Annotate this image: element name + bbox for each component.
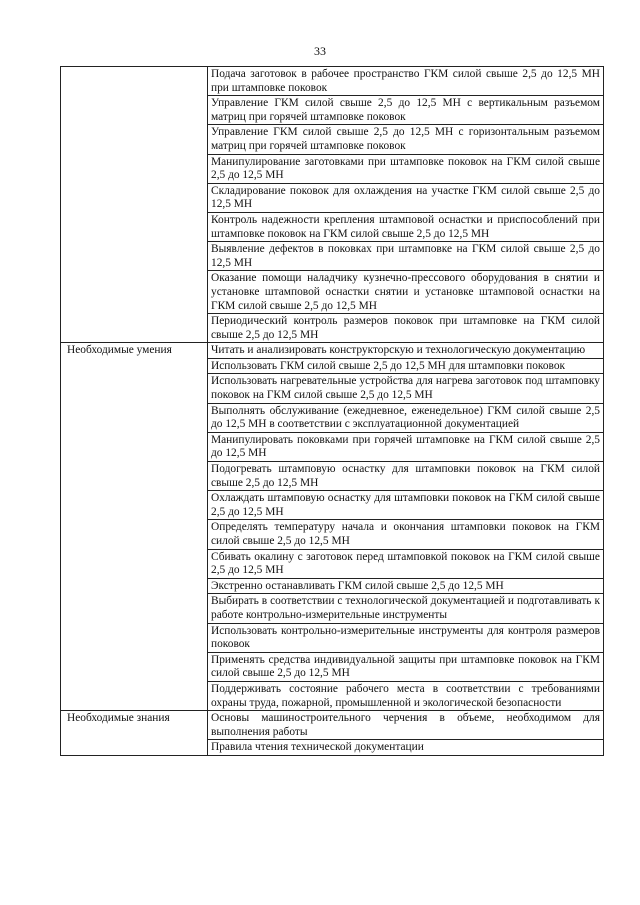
labor-action-item: Выявление дефектов в поковках при штамповке на ГКМ силой свыше 2,5 до 12,5 МН	[208, 242, 604, 271]
skill-item: Выбирать в соответствии с технологической документацией и подготавливать к работе контрольно-измерительные инструменты	[208, 594, 604, 623]
skills-label: Необходимые умения	[61, 343, 208, 711]
knowledge-label: Необходимые знания	[61, 711, 208, 756]
skill-item: Использовать ГКМ силой свыше 2,5 до 12,5 МН для штамповки поковок	[208, 358, 604, 374]
skill-item: Поддерживать состояние рабочего места в соответствии с требованиями охраны труда, пожарной, промышленной и экологической безопасности	[208, 681, 604, 710]
labor-action-item: Управление ГКМ силой свыше 2,5 до 12,5 МН с вертикальным разъемом матриц при горячей штамповке поковок	[208, 96, 604, 125]
labor-actions-label-cell	[61, 67, 208, 343]
skill-item: Определять температуру начала и окончания штамповки поковок на ГКМ силой свыше 2,5 до 12,5 МН	[208, 520, 604, 549]
table-row	[61, 343, 604, 359]
labor-action-item: Контроль надежности крепления штамповой оснастки и приспособлений при штамповке поковок на ГКМ силой свыше 2,5 до 12,5 МН	[208, 212, 604, 241]
labor-action-item: Управление ГКМ силой свыше 2,5 до 12,5 МН с горизонтальным разъемом матриц при горячей штамповке поковок	[208, 125, 604, 154]
requirements-table	[60, 66, 604, 756]
labor-action-item: Складирование поковок для охлаждения на участке ГКМ силой свыше 2,5 до 12,5 МН	[208, 183, 604, 212]
page-number: 33	[314, 44, 326, 58]
skill-item: Использовать нагревательные устройства для нагрева заготовок под штамповку поковок на ГКМ силой свыше 2,5 до 12,5 МН	[208, 374, 604, 403]
skill-item: Применять средства индивидуальной защиты при штамповке поковок на ГКМ силой свыше 2,5 до 12,5 МН	[208, 652, 604, 681]
skill-item: Использовать контрольно-измерительные инструменты для контроля размеров поковок	[208, 623, 604, 652]
skill-item: Экстренно останавливать ГКМ силой свыше 2,5 до 12,5 МН	[208, 578, 604, 594]
table-row	[61, 711, 604, 740]
skill-item: Сбивать окалину с заготовок перед штамповкой поковок на ГКМ силой свыше 2,5 до 12,5 МН	[208, 549, 604, 578]
knowledge-item: Основы машиностроительного черчения в объеме, необходимом для выполнения работы	[208, 711, 604, 740]
table-row	[61, 67, 604, 96]
labor-action-item: Периодический контроль размеров поковок при штамповке на ГКМ силой свыше 2,5 до 12,5 МН	[208, 314, 604, 343]
labor-action-item: Подача заготовок в рабочее пространство ГКМ силой свыше 2,5 до 12,5 МН при штамповке поковок	[208, 67, 604, 96]
skill-item: Манипулировать поковками при горячей штамповке на ГКМ силой свыше 2,5 до 12,5 МН	[208, 432, 604, 461]
labor-action-item: Манипулирование заготовками при штамповке поковок на ГКМ силой свыше 2,5 до 12,5 МН	[208, 154, 604, 183]
skill-item: Подогревать штамповую оснастку для штамповки поковок на ГКМ силой свыше 2,5 до 12,5 МН	[208, 462, 604, 491]
knowledge-item: Правила чтения технической документации	[208, 740, 604, 756]
skill-item: Читать и анализировать конструкторскую и технологическую документацию	[208, 343, 604, 359]
labor-action-item: Оказание помощи наладчику кузнечно-прессового оборудования в снятии и установке штамповой оснастки снятии и установке штамповой оснастки на ГКМ силой свыше 2,5 до 12,5 МН	[208, 271, 604, 314]
skill-item: Охлаждать штамповую оснастку для штамповки поковок на ГКМ силой свыше 2,5 до 12,5 МН	[208, 491, 604, 520]
skill-item: Выполнять обслуживание (ежедневное, еженедельное) ГКМ силой свыше 2,5 до 12,5 МН в соответствии с эксплуатационной документацией	[208, 403, 604, 432]
